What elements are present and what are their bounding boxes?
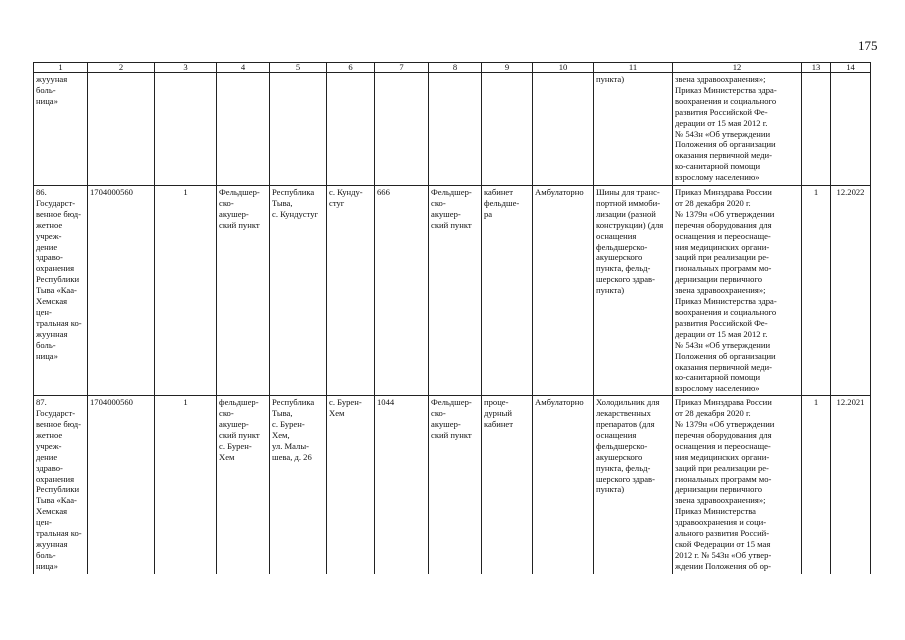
table-cell: 1 [802,396,831,575]
table-cell: Шины для транс- портной иммоби- лизации (разной конструкции) (для оснащения фельдшерско- акушерского пункта, фельд- шерского здрав- пункта) [594,186,673,396]
column-header: 3 [155,63,217,73]
table-cell [802,73,831,186]
column-header: 4 [217,63,270,73]
table-row [34,186,871,396]
table-cell [217,73,270,186]
table-cell: 12.2022 [831,186,871,396]
table-cell: с. Бурен- Хем [327,396,375,575]
table-cell [375,73,429,186]
table-cell [88,73,155,186]
table-cell: Республика Тыва, с. Бурен- Хем, ул. Малы- шева, д. 26 [270,396,327,575]
table-cell: 1 [802,186,831,396]
table-cell: Республика Тыва, с. Кундустуг [270,186,327,396]
column-header: 1 [34,63,88,73]
table-cell: 12.2021 [831,396,871,575]
column-header: 5 [270,63,327,73]
table-cell: 1704000560 [88,186,155,396]
table-cell: Холодильник для лекарственных препаратов (для оснащения фельдшерско- акушерского пункта, фельд- шерского здрав- пункта) [594,396,673,575]
header-row [34,63,871,73]
table-row [34,396,871,575]
column-header: 8 [429,63,482,73]
page-number: 175 [858,38,878,53]
table-cell: Фельдшер- ско- акушер- ский пункт [217,186,270,396]
table-cell: Приказ Минздрава России от 28 декабря 2020 г. № 1379н «Об утверждении перечня оборудования для оснащения и переоснаще- ния медицинских органи- заций при реализации ре- гиональных программ мо- дернизации первичного звена здравоохранения»; Приказ Министерства здравоохранения и соци- ального развития Россий- ской Федерации от 15 мая 2012 г. № 543н «Об утвер- ждении Положения об ор- [673,396,802,575]
table-cell: Фельдшер- ско- акушер- ский пункт [429,396,482,575]
table-cell: Амбулаторно [533,186,594,396]
column-header: 9 [482,63,533,73]
column-header: 7 [375,63,429,73]
table-cell: жуууная боль- ница» [34,73,88,186]
table-cell: Амбулаторно [533,396,594,575]
equipment-table [33,62,871,574]
column-header: 13 [802,63,831,73]
table-row [34,73,871,186]
table-cell: 1 [155,396,217,575]
table-cell: кабинет фельдше- ра [482,186,533,396]
table-cell: проце- дурный кабинет [482,396,533,575]
column-header: 12 [673,63,802,73]
table-cell [831,73,871,186]
table-cell: 666 [375,186,429,396]
table-cell: пункта) [594,73,673,186]
table-cell: фельдшер- ско- акушер- ский пункт с. Бурен- Хем [217,396,270,575]
table-cell: 1044 [375,396,429,575]
column-header: 6 [327,63,375,73]
table-cell: 1 [155,186,217,396]
table-cell: 87. Государст- венное бюд- жетное учреж- дение здраво- охранения Республики Тыва «Каа- Хемская цен- тральная ко- жуунная боль- ница» [34,396,88,575]
table-cell: Приказ Минздрава России от 28 декабря 2020 г. № 1379н «Об утверждении перечня оборудования для оснащения и переоснаще- ния медицинских органи- заций при реализации ре- гиональных программ мо- дернизации первичного звена здравоохранения»; Приказ Министерства здра- воохранения и социального развития Российской Фе- дерации от 15 мая 2012 г. № 543н «Об утверждении Положения об организации оказания первичной меди- ко-санитарной помощи взрослому населению» [673,186,802,396]
table-cell: с. Кунду- стуг [327,186,375,396]
table-cell [533,73,594,186]
table-cell: звена здравоохранения»; Приказ Министерства здра- воохранения и социального развития Российской Фе- дерации от 15 мая 2012 г. № 543н «Об утверждении Положения об организации оказания первичной меди- ко-санитарной помощи взрослому населению» [673,73,802,186]
table-cell [155,73,217,186]
table-cell: Фельдшер- ско- акушер- ский пункт [429,186,482,396]
table-cell [482,73,533,186]
table-cell [327,73,375,186]
table-cell [429,73,482,186]
column-header: 11 [594,63,673,73]
table-cell [270,73,327,186]
column-header: 2 [88,63,155,73]
column-header: 14 [831,63,871,73]
column-header: 10 [533,63,594,73]
table-cell: 86. Государст- венное бюд- жетное учреж- дение здраво- охранения Республики Тыва «Каа- Хемская цен- тральная ко- жуунная боль- ница» [34,186,88,396]
table-cell: 1704000560 [88,396,155,575]
